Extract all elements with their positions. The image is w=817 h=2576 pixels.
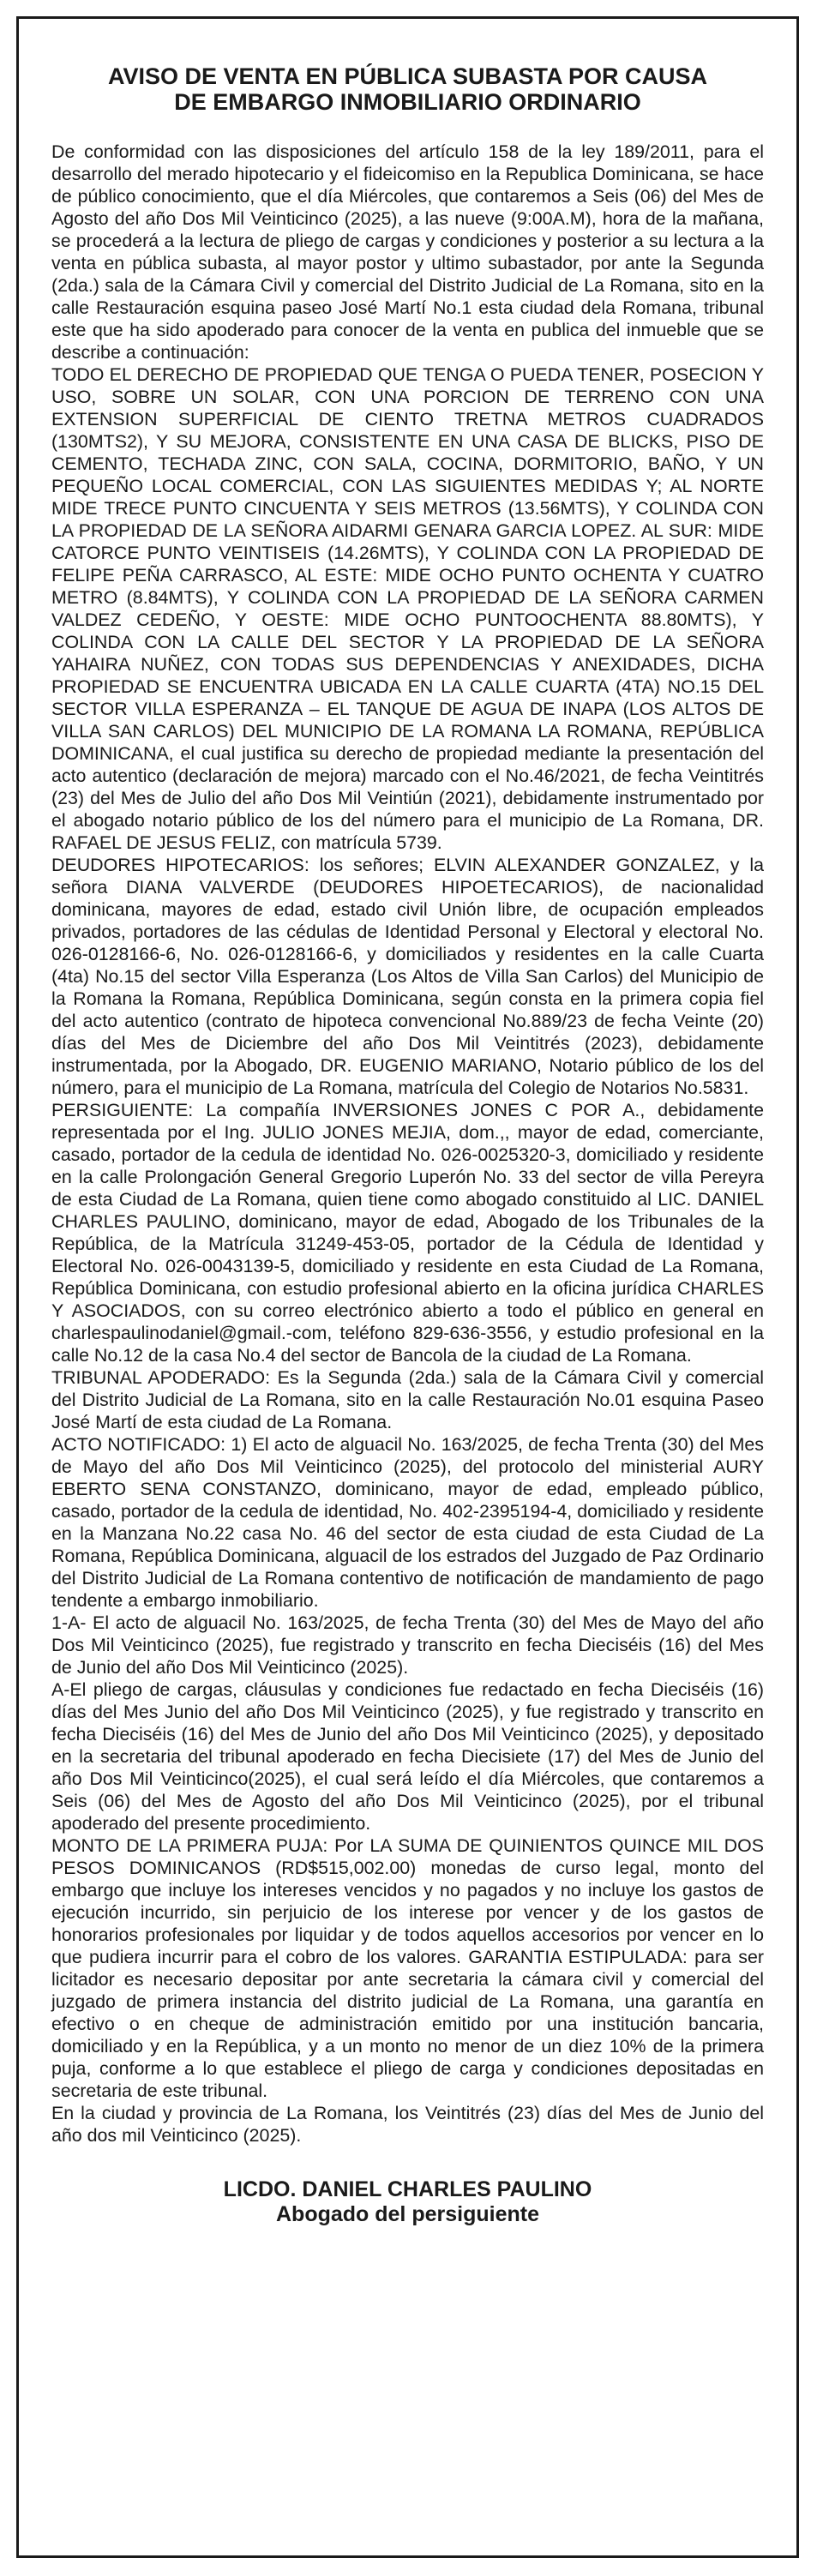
- paragraph-debtors: DEUDORES HIPOTECARIOS: los señores; ELVIN ALEXANDER GONZALEZ, y la señora DIANA VALVERDE (DEUDORES HIPOETECARIOS), de nacionalidad dominicana, mayores de edad, estado civil Unión libre, de ocupación empleados privados, portadores de las cédulas de Identidad Personal y Electoral y electoral No. 026-0128166-6, No. 026-0128166-6, y domiciliados y residentes en la calle Cuarta (4ta) No.15 del sector Villa Esperanza (Los Altos de Villa San Carlos) del Municipio de la Romana la Romana, República Dominicana, según consta en la primera copia fiel del acto autentico (contrato de hipoteca convencional No.889/23 de fecha Veinte (20) días del Mes de Diciembre del año Dos Mil Veintitrés (2023), debidamente instrumentada, por la Abogado, DR. EUGENIO MARIANO, Notario público de los del número, para el municipio de La Romana, matrícula del Colegio de Notarios No.5831.: [51, 855, 764, 1098]
- paragraph-act-registration: 1-A- El acto de alguacil No. 163/2025, de fecha Trenta (30) del Mes de Mayo del año Dos Mil Veinticinco (2025), fue registrado y transcrito en fecha Dieciséis (16) del Mes de Junio del año Dos Mil Veinticinco (2025).: [51, 1612, 764, 1678]
- notice-title: [51, 63, 764, 115]
- notice-title-line-2: DE EMBARGO INMOBILIARIO ORDINARIO: [174, 89, 641, 115]
- signature-block: [51, 2177, 764, 2227]
- paragraph-specifications: A-El pliego de cargas, cláusulas y condiciones fue redactado en fecha Dieciséis (16) días del Mes Junio del año Dos Mil Veinticinco (2025), y fue registrado y transcrito en fecha Dieciséis (16) del Mes de Junio del año Dos Mil Veinticinco (2025), y depositado en la secretaria del tribunal apoderado en fecha Diecisiete (17) del Mes de Junio del año Dos Mil Veinticinco(2025), el cual será leído el día Miércoles, que contaremos a Seis (06) del Mes de Agosto del año Dos Mil Veinticinco (2025), por el tribunal apoderado del presente procedimiento.: [51, 1679, 764, 1834]
- paragraph-intro: De conformidad con las disposiciones del artículo 158 de la ley 189/2011, para el desarrollo del merado hipotecario y el fideicomiso en la Republica Dominicana, se hace de público conocimiento, que el día Miércoles, que contaremos a Seis (06) del Mes de Agosto del año Dos Mil Veinticinco (2025), a las nueve (9:00A.M), hora de la mañana, se procederá a la lectura de pliego de cargas y condiciones y posterior a su lectura a la venta en pública subasta, al mayor postor y ultimo subastador, por ante la Segunda (2da.) sala de la Cámara Civil y comercial del Distrito Judicial de La Romana, sito en la calle Restauración esquina paseo José Martí No.1 esta ciudad dela Romana, tribunal este que ha sido apoderado para conocer de la venta en publica del inmueble que se describe a continuación:: [51, 141, 764, 363]
- notice-title-line-1: AVISO DE VENTA EN PÚBLICA SUBASTA POR CAUSA: [107, 63, 708, 89]
- paragraph-property-description: TODO EL DERECHO DE PROPIEDAD QUE TENGA O PUEDA TENER, POSECION Y USO, SOBRE UN SOLAR, CON UNA PORCION DE TERRENO CON UNA EXTENSION SUPERFICIAL DE CIENTO TRETNA METROS CUADRADOS (130MTS2), Y SU MEJORA, CONSISTENTE EN UNA CASA DE BLICKS, PISO DE CEMENTO, TECHADA ZINC, CON SALA, COCINA, DORMITORIO, BAÑO, Y UN PEQUEÑO LOCAL COMERCIAL, CON LAS SIGUIENTES MEDIDAS Y; AL NORTE MIDE TRECE PUNTO CINCUENTA Y SEIS METROS (13.56MTS), Y COLINDA CON LA PROPIEDAD DE LA SEÑORA AIDARMI GENARA GARCIA LOPEZ. AL SUR: MIDE CATORCE PUNTO VEINTISEIS (14.26MTS), Y COLINDA CON LA PROPIEDAD DE FELIPE PEÑA CARRASCO, AL ESTE: MIDE OCHO PUNTO OCHENTA Y CUATRO METRO (8.84MTS), Y COLINDA CON LA PROPIEDAD DE LA SEÑORA CARMEN VALDEZ CEDEÑO, Y OESTE: MIDE OCHO PUNTOOCHENTA 88.80MTS), Y COLINDA CON LA CALLE DEL SECTOR Y LA PROPIEDAD DE LA SEÑORA YAHAIRA NUÑEZ, CON TODAS SUS DEPENDENCIAS Y ANEXIDADES, DICHA PROPIEDAD SE ENCUENTRA UBICADA EN LA CALLE CUARTA (4TA) NO.15 DEL SECTOR VILLA ESPERANZA – EL TANQUE DE AGUA DE INAPA (LOS ALTOS DE VILLA SAN CARLOS) DEL MUNICIPIO DE LA ROMANA LA ROMANA, REPÚBLICA DOMINICANA, el cual justifica su derecho de propiedad mediante la presentación del acto autentico (declaración de mejora) marcado con el No.46/2021, de fecha Veintitrés (23) del Mes de Julio del año Dos Mil Veintiún (2021), debidamente instrumentado por el abogado notario público de los del número para el municipio de La Romana, DR. RAFAEL DE JESUS FELIZ, con matrícula 5739.: [51, 364, 764, 853]
- paragraph-closing-date: En la ciudad y provincia de La Romana, los Veintitrés (23) días del Mes de Junio del año dos mil Veinticinco (2025).: [51, 2103, 764, 2146]
- paragraph-first-bid: MONTO DE LA PRIMERA PUJA: Por LA SUMA DE QUINIENTOS QUINCE MIL DOS PESOS DOMINICANOS (RD$515,002.00) monedas de curso legal, monto del embargo que incluye los intereses vencidos y no pagados y no incluye los gastos de ejecución incurrido, sin perjuicio de los interese por vencer y de los gastos de honorarios profesionales por liquidar y de todos aquellos accesorios por vencer en lo que pudiera incurrir para el cobro de los valores. GARANTIA ESTIPULADA: para ser licitador es necesario depositar por ante secretaria la cámara civil y comercial del juzgado de primera instancia del distrito judicial de La Romana, una garantía en efectivo o en cheque de administración emitido por una institución bancaria, domiciliado y en la República, y a un monto no menor de un diez 10% de la primera puja, conforme a lo que establece el pliego de carga y condiciones depositadas en secretaria de este tribunal.: [51, 1835, 764, 2101]
- signature-role: Abogado del persiguiente: [276, 2202, 539, 2226]
- paragraph-court: TRIBUNAL APODERADO: Es la Segunda (2da.) sala de la Cámara Civil y comercial del Distrito Judicial de La Romana, sito en la calle Restauración No.01 esquina Paseo José Martí de esta ciudad de La Romana.: [51, 1367, 764, 1432]
- signature-name: LICDO. DANIEL CHARLES PAULINO: [223, 2177, 592, 2201]
- legal-notice: [16, 16, 799, 2558]
- paragraph-notified-act: ACTO NOTIFICADO: 1) El acto de alguacil No. 163/2025, de fecha Trenta (30) del Mes de Mayo del año Dos Mil Veinticinco (2025), del protocolo del ministerial AURY EBERTO SENA CONSTANZO, dominicano, mayor de edad, empleado público, casado, portador de la cedula de identidad, No. 402-2395194-4, domiciliado y residente en la Manzana No.22 casa No. 46 del sector de esta ciudad de esta Ciudad de La Romana, República Dominicana, alguacil de los estrados del Juzgado de Paz Ordinario del Distrito Judicial de La Romana contentivo de notificación de mandamiento de pago tendente a embargo inmobiliario.: [51, 1434, 764, 1611]
- paragraph-pursuer: PERSIGUIENTE: La compañía INVERSIONES JONES C POR A., debidamente representada por el Ing. JULIO JONES MEJIA, dom.,, mayor de edad, comerciante, casado, portador de la cedula de identidad No. 026-0025320-3, domiciliado y residente en la calle Prolongación General Gregorio Luperón No. 33 del sector de villa Pereyra de esta Ciudad de La Romana, quien tiene como abogado constituido al LIC. DANIEL CHARLES PAULINO, dominicano, mayor de edad, Abogado de los Tribunales de la República, de la Matrícula 31249-453-05, portador de la Cédula de Identidad y Electoral No. 026-0043139-5, domiciliado y residente en esta Ciudad de La Romana, República Dominicana, con estudio profesional abierto en la oficina jurídica CHARLES Y ASOCIADOS, con su correo electrónico abierto a todo el público en general en charlespaulinodaniel@gmail.-com, teléfono 829-636-3556, y estudio profesional en la calle No.12 de la casa No.4 del sector de Bancola de la ciudad de La Romana.: [51, 1100, 764, 1366]
- notice-body: [51, 141, 764, 2147]
